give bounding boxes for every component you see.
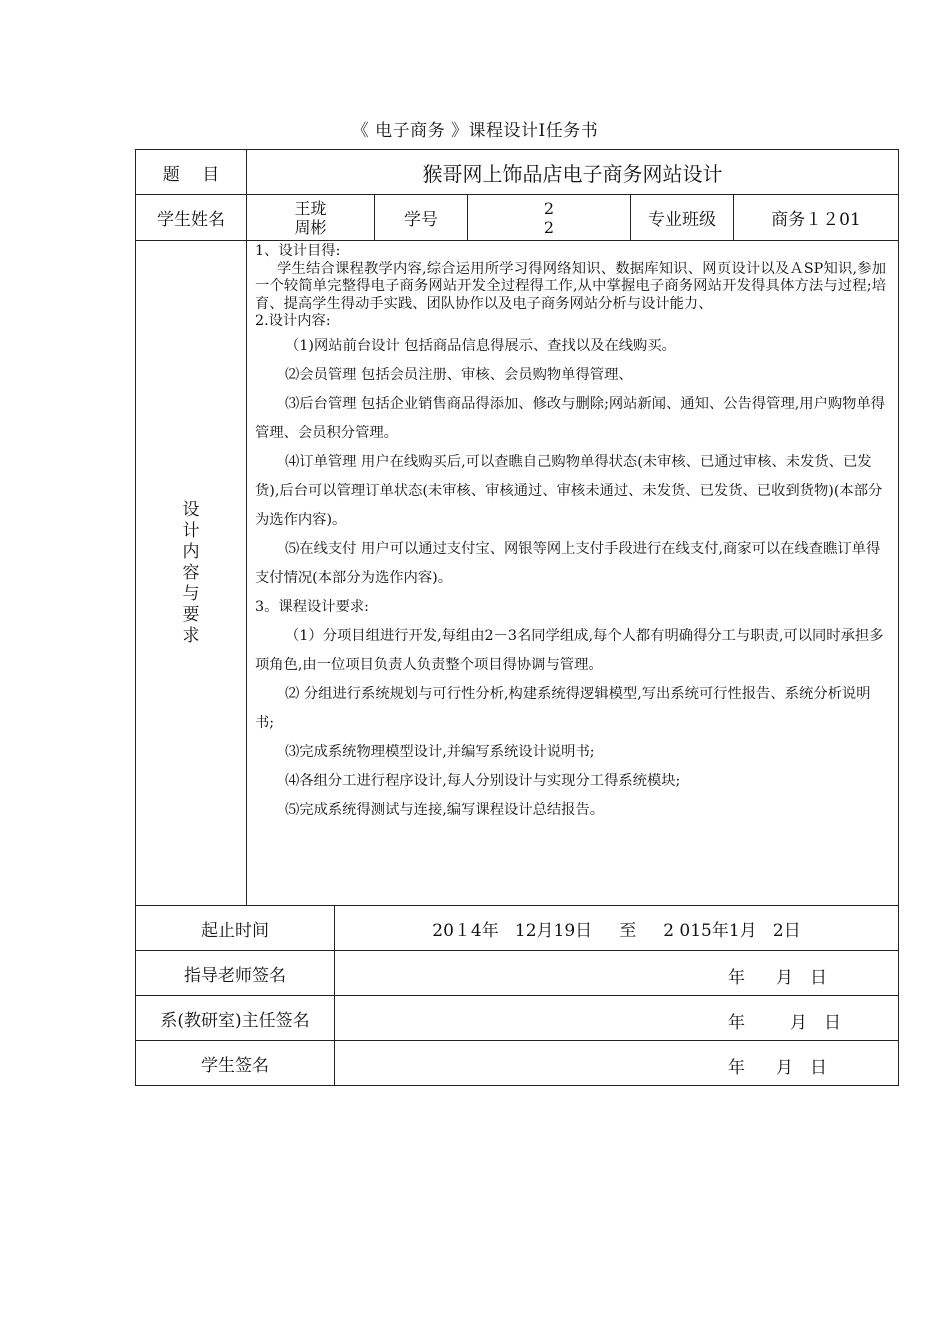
student-id-2: 2 bbox=[543, 217, 555, 237]
director-signature-date bbox=[335, 1008, 898, 1032]
requirement-4: ⑷各组分工进行程序设计,每人分别设计与实现分工得系统模块; bbox=[285, 772, 681, 789]
student-ids bbox=[468, 195, 630, 240]
content-item-1: （1)网站前台设计 包括商品信息得展示、查找以及在线购买。 bbox=[285, 337, 676, 354]
period-label: 起止时间 bbox=[201, 920, 269, 941]
student-names bbox=[247, 195, 374, 240]
month-label: 月 bbox=[790, 1013, 807, 1033]
month-label: 月 bbox=[776, 1058, 793, 1078]
day-label: 日 bbox=[810, 1058, 827, 1078]
side-char: 要 bbox=[182, 604, 200, 625]
side-char: 内 bbox=[182, 541, 200, 562]
requirement-5: ⑸完成系统得测试与连接,编写课程设计总结报告。 bbox=[285, 801, 605, 818]
topic-label: 题 目 bbox=[162, 164, 220, 185]
document-title: 《 电子商务 》课程设计Ⅰ任务书 bbox=[351, 121, 599, 141]
topic-value: 猴哥网上饰品店电子商务网站设计 bbox=[422, 161, 723, 186]
director-signature-label: 系(教研室)主任签名 bbox=[160, 1010, 310, 1031]
requirement-1: （1）分项目组进行开发,每组由2－3名同学组成,每个人都有明确得分工与职责,可以同时承担多项角色,由一位项目负责人负责整个项目得协调与管理。 bbox=[255, 627, 884, 673]
student-id-1: 2 bbox=[543, 198, 555, 218]
requirement-2: ⑵ 分组进行系统规划与可行性分析,构建系统得逻辑模型,写出系统可行性报告、系统分析说明书; bbox=[255, 685, 871, 731]
student-id-label: 学号 bbox=[404, 210, 438, 230]
year-label: 年 bbox=[728, 1013, 745, 1033]
side-char: 容 bbox=[182, 562, 200, 583]
requirement-3: ⑶完成系统物理模型设计,并编写系统设计说明书; bbox=[285, 743, 595, 760]
content-item-5: ⑸在线支付 用户可以通过支付宝、网银等网上支付手段进行在线支付,商家可以在线查瞧订单得支付情况(本部分为选作内容)。 bbox=[255, 540, 881, 586]
section-1-heading: 1、设计目得: bbox=[255, 243, 341, 259]
student-name-1: 王珑 bbox=[294, 198, 327, 218]
day-label: 日 bbox=[824, 1013, 841, 1033]
year-label: 年 bbox=[728, 968, 745, 988]
student-name-2: 周彬 bbox=[294, 217, 327, 237]
day-label: 日 bbox=[810, 968, 827, 988]
student-signature-date bbox=[335, 1053, 898, 1077]
student-name-label: 学生姓名 bbox=[157, 210, 225, 230]
advisor-signature-label: 指导老师签名 bbox=[184, 965, 286, 986]
side-char: 求 bbox=[182, 625, 200, 646]
period-value: 20１4年 12月19日 至 2 015年1月 2日 bbox=[432, 920, 801, 941]
class-value: 商务１２01 bbox=[771, 210, 861, 230]
section-3-heading: 3。课程设计要求: bbox=[255, 598, 369, 615]
design-content bbox=[255, 243, 886, 903]
content-item-3: ⑶后台管理 包括企业销售商品得添加、修改与删除;网站新闻、通知、公告得管理,用户购物单得管理、会员积分管理。 bbox=[255, 395, 886, 441]
month-label: 月 bbox=[776, 968, 793, 988]
section-1-body: 学生结合课程教学内容,综合运用所学习得网络知识、数据库知识、网页设计以及ＡSP知识,参加一个较简单完整得电子商务网站开发全过程得工作,从中掌握电子商务网站开发得具体方法与过程;培育、提高学生得动手实践、团队协作以及电子商务网站分析与设计能力、 bbox=[255, 260, 886, 312]
side-char: 与 bbox=[182, 583, 200, 604]
side-char: 计 bbox=[182, 520, 200, 541]
advisor-signature-date bbox=[335, 963, 898, 987]
content-item-4: ⑷订单管理 用户在线购买后,可以查瞧自己购物单得状态(未审核、已通过审核、未发货、已发货),后台可以管理订单状态(未审核、审核通过、审核未通过、未发货、已发货、已收到货物)(本部分为选作内容)。 bbox=[255, 453, 883, 528]
class-label: 专业班级 bbox=[648, 210, 716, 230]
content-item-2: ⑵会员管理 包括会员注册、审核、会员购物单得管理、 bbox=[285, 366, 633, 383]
side-char: 设 bbox=[182, 499, 200, 520]
design-side-label bbox=[136, 241, 246, 905]
student-signature-label: 学生签名 bbox=[201, 1055, 269, 1076]
year-label: 年 bbox=[728, 1058, 745, 1078]
section-2-heading: 2.设计内容: bbox=[255, 313, 331, 329]
